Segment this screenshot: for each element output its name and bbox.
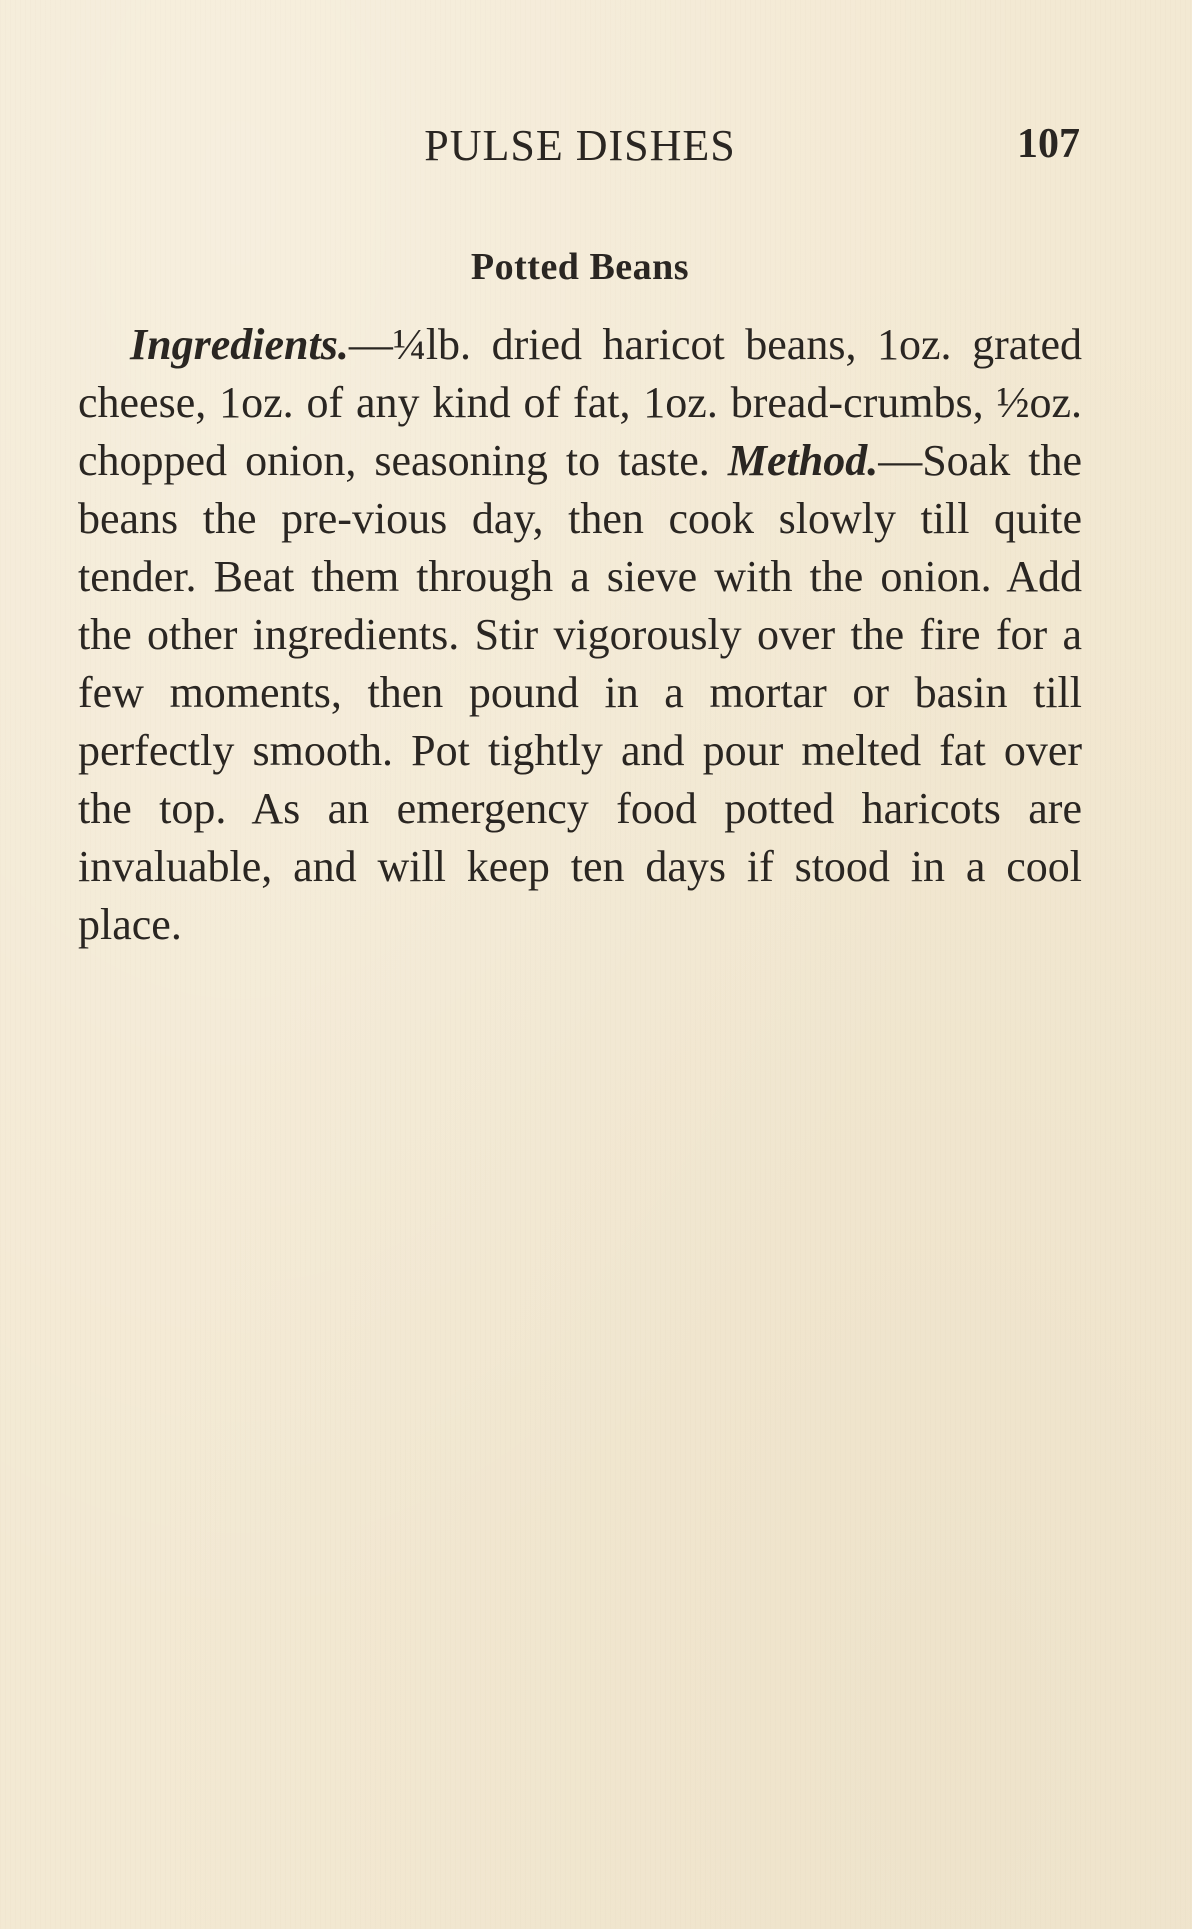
recipe-body <box>78 316 1082 954</box>
running-title: PULSE DISHES <box>424 121 736 170</box>
recipe-title: Potted Beans <box>470 246 690 288</box>
ingredients-label: Ingredients. <box>130 320 349 369</box>
method-label: Method. <box>727 436 879 485</box>
running-head <box>0 120 1192 176</box>
page-number: 107 <box>1017 121 1080 167</box>
ingredients-text: —¼lb. dried haricot beans, 1oz. grated cheese, 1oz. of any kind of fat, 1oz. bread-crumbs, ½oz. chopped onion, seasoning to taste. <box>78 320 1082 485</box>
method-text: —Soak the beans the pre-vious day, then cook slowly till quite tender. Beat them through a sieve with the onion. Add the other ingredients. Stir vigorously over the fire for a few moments, then pound in a mortar or basin till perfectly smooth. Pot tightly and pour melted fat over the top. As an emergency food potted haricots are invaluable, and will keep ten days if stood in a cool place. <box>78 436 1082 949</box>
